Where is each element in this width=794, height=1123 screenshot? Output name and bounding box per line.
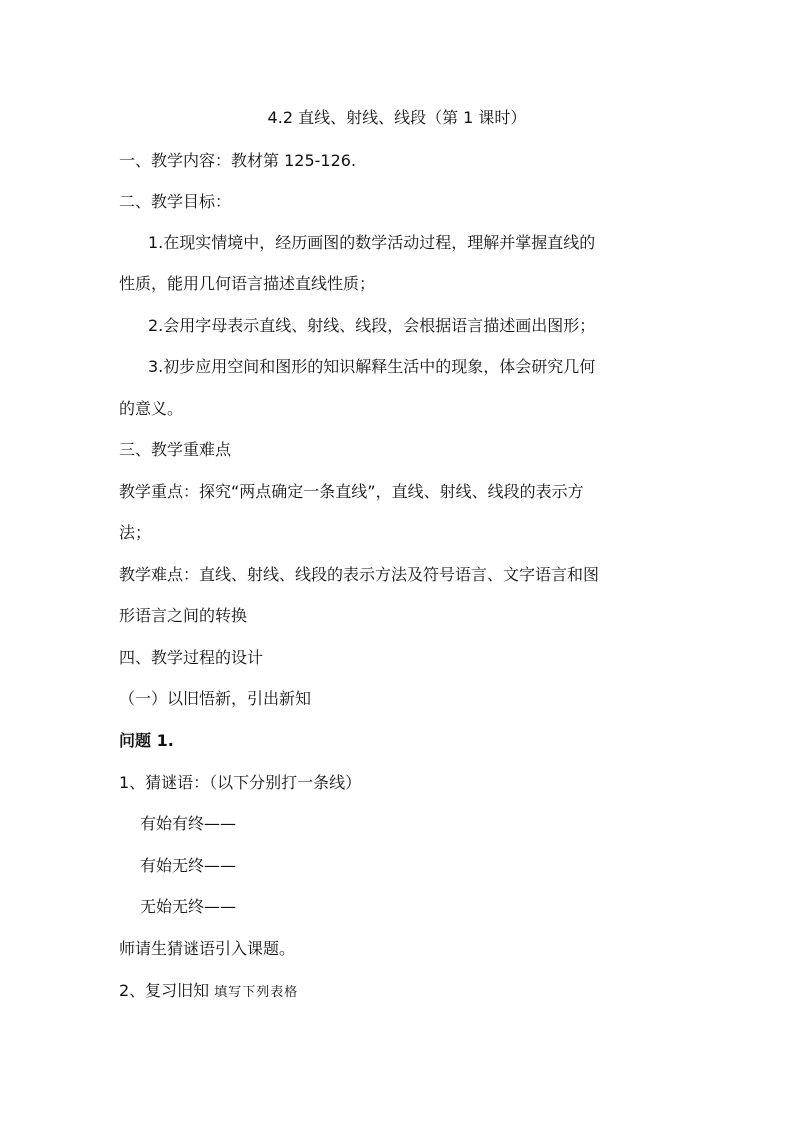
goal-1-line-2: 性质，能用几何语言描述直线性质； — [119, 274, 376, 293]
section-key-difficult-points: 三、教学重难点 — [119, 440, 232, 459]
difficult-point-line-1: 教学难点：直线、射线、线段的表示方法及符号语言、文字语言和图 — [119, 565, 600, 584]
riddle-item-3: 无始无终—— — [140, 897, 237, 916]
difficult-point-line-2: 形语言之间的转换 — [119, 606, 248, 625]
review-note: 填写下列表格 — [214, 985, 299, 1000]
section-process-design: 四、教学过程的设计 — [119, 648, 264, 667]
review-line — [119, 980, 298, 1004]
review-heading: 2、复习旧知 — [119, 981, 210, 1000]
goal-2: 2.会用字母表示直线、射线、线段，会根据语言描述画出图形； — [148, 316, 596, 335]
goal-3-line-1: 3.初步应用空间和图形的知识解释生活中的现象，体会研究几何 — [148, 357, 596, 376]
section-teaching-goals: 二、教学目标： — [119, 192, 232, 211]
question-1-heading: 问题 1. — [119, 731, 174, 750]
teacher-guide-text: 师请生猜谜语引入课题。 — [119, 939, 296, 958]
document-title: 4.2 直线、射线、线段（第 1 课时） — [267, 108, 527, 127]
goal-3-line-2: 的意义。 — [119, 399, 184, 418]
key-point-line-2: 法； — [119, 523, 152, 542]
riddle-item-2: 有始无终—— — [140, 856, 237, 875]
subsection-review-intro: （一）以旧悟新，引出新知 — [119, 689, 312, 708]
section-teaching-content: 一、教学内容：教材第 125-126. — [119, 151, 357, 170]
key-point-line-1: 教学重点：探究“两点确定一条直线”，直线、射线、线段的表示方 — [119, 482, 584, 501]
goal-1-line-1: 1.在现实情境中，经历画图的数学活动过程，理解并掌握直线的 — [148, 233, 596, 252]
riddle-instruction: 1、猜谜语：（以下分别打一条线） — [119, 773, 362, 792]
riddle-item-1: 有始有终—— — [140, 814, 237, 833]
